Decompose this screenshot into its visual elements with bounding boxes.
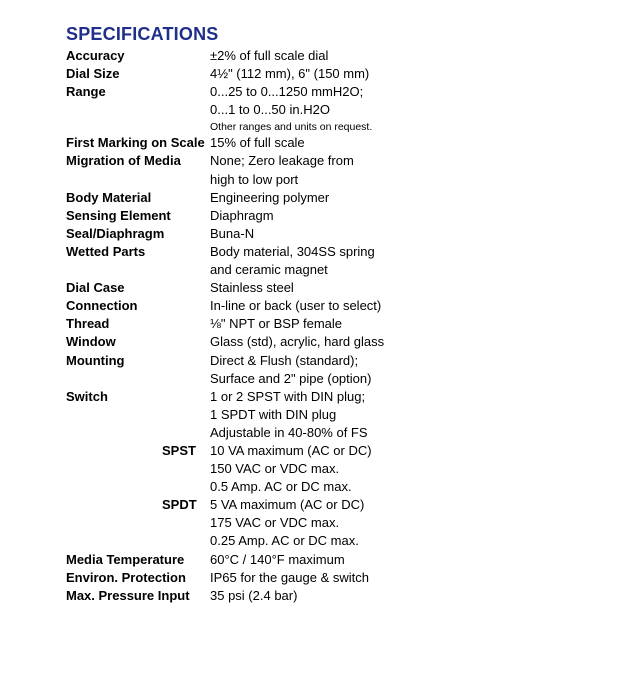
spec-value [210, 551, 586, 569]
spec-value [210, 83, 586, 134]
spec-label: Max. Pressure Input [66, 587, 190, 603]
spec-value-line: Diaphragm [210, 207, 274, 223]
spec-value-line: Engineering polymer [210, 189, 330, 205]
spec-sublabel: SPDT [162, 497, 197, 513]
spec-value [210, 207, 586, 225]
spec-value-line: IP65 for the gauge & switch [210, 569, 369, 585]
spec-value [210, 225, 586, 243]
spec-label: Connection [66, 298, 138, 314]
spec-row [66, 315, 586, 333]
section-title: SPECIFICATIONS [66, 24, 219, 44]
spec-value [210, 152, 586, 188]
spec-value-line: high to low port [210, 171, 299, 187]
spec-value-line: Body material, 304SS spring [210, 243, 375, 259]
spec-value-line: 1 SPDT with DIN plug [210, 406, 337, 422]
spec-row [66, 279, 586, 297]
spec-row [66, 225, 586, 243]
spec-row [66, 297, 586, 315]
spec-row [66, 442, 586, 496]
spec-value-line: 4½" (112 mm), 6" (150 mm) [210, 66, 370, 82]
spec-label: Body Material [66, 189, 152, 205]
spec-row [66, 152, 586, 188]
spec-row [66, 207, 586, 225]
spec-value [210, 496, 586, 550]
spec-value [210, 442, 586, 496]
spec-value-line: Buna-N [210, 225, 255, 241]
spec-label: Window [66, 334, 116, 350]
spec-value-line: and ceramic magnet [210, 262, 328, 278]
spec-value-line: Adjustable in 40-80% of FS [210, 424, 368, 440]
spec-value-line: 0.25 Amp. AC or DC max. [210, 533, 359, 549]
spec-value [210, 333, 586, 351]
spec-value-line: Direct & Flush (standard); [210, 352, 359, 368]
spec-row [66, 47, 586, 65]
spec-value-line: In-line or back (user to select) [210, 298, 382, 314]
spec-value [210, 569, 586, 587]
spec-row [66, 83, 586, 134]
spec-row [66, 134, 586, 152]
spec-label: First Marking on Scale [66, 135, 205, 151]
spec-value-line: Glass (std), acrylic, hard glass [210, 334, 385, 350]
spec-value-line: 5 VA maximum (AC or DC) [210, 497, 365, 513]
spec-value [210, 47, 586, 65]
spec-value [210, 297, 586, 315]
spec-label: Mounting [66, 352, 125, 368]
spec-value-line: Stainless steel [210, 280, 294, 296]
spec-row [66, 496, 586, 550]
spec-value [210, 315, 586, 333]
spec-row [66, 388, 586, 442]
spec-value-line: 150 VAC or VDC max. [210, 461, 340, 477]
spec-value-line: 1 or 2 SPST with DIN plug; [210, 388, 366, 404]
spec-value-line: 15% of full scale [210, 135, 305, 151]
spec-row [66, 551, 586, 569]
spec-label: Switch [66, 388, 108, 404]
spec-value-line: None; Zero leakage from [210, 153, 354, 169]
specifications-list [66, 47, 586, 605]
spec-value [210, 279, 586, 297]
spec-row [66, 569, 586, 587]
spec-label: Dial Case [66, 280, 125, 296]
spec-label: Media Temperature [66, 551, 185, 567]
spec-value-line: 0.5 Amp. AC or DC max. [210, 479, 352, 495]
spec-value [210, 352, 586, 388]
spec-value [210, 189, 586, 207]
spec-label: Seal/Diaphragm [66, 225, 165, 241]
spec-value-line: 175 VAC or VDC max. [210, 515, 340, 531]
spec-note: Other ranges and units on request. [210, 121, 373, 134]
spec-row [66, 189, 586, 207]
spec-label: Sensing Element [66, 207, 171, 223]
spec-value-line: 10 VA maximum (AC or DC) [210, 442, 372, 458]
spec-value [210, 134, 586, 152]
spec-row [66, 587, 586, 605]
spec-label: Thread [66, 316, 110, 332]
spec-value [210, 243, 586, 279]
spec-row [66, 243, 586, 279]
spec-label: Dial Size [66, 66, 120, 82]
spec-label: Wetted Parts [66, 243, 146, 259]
spec-value [210, 587, 586, 605]
spec-value [210, 65, 586, 83]
spec-label: Migration of Media [66, 153, 181, 169]
spec-label: Range [66, 84, 106, 100]
spec-value-line: Surface and 2" pipe (option) [210, 370, 372, 386]
spec-row [66, 352, 586, 388]
spec-row [66, 333, 586, 351]
spec-value-line: 60°C / 140°F maximum [210, 551, 345, 567]
spec-value-line: 0...1 to 0...50 in.H2O [210, 102, 330, 118]
spec-value-line: ±2% of full scale dial [210, 48, 329, 63]
spec-row [66, 65, 586, 83]
spec-label: Environ. Protection [66, 569, 186, 585]
spec-sublabel: SPST [162, 442, 196, 458]
spec-value-line: 0...25 to 0...1250 mmH2O; [210, 84, 364, 100]
spec-value [210, 388, 586, 442]
spec-label: Accuracy [66, 48, 125, 63]
spec-value-line: 35 psi (2.4 bar) [210, 587, 298, 603]
spec-value-line: ⅛" NPT or BSP female [210, 316, 343, 332]
